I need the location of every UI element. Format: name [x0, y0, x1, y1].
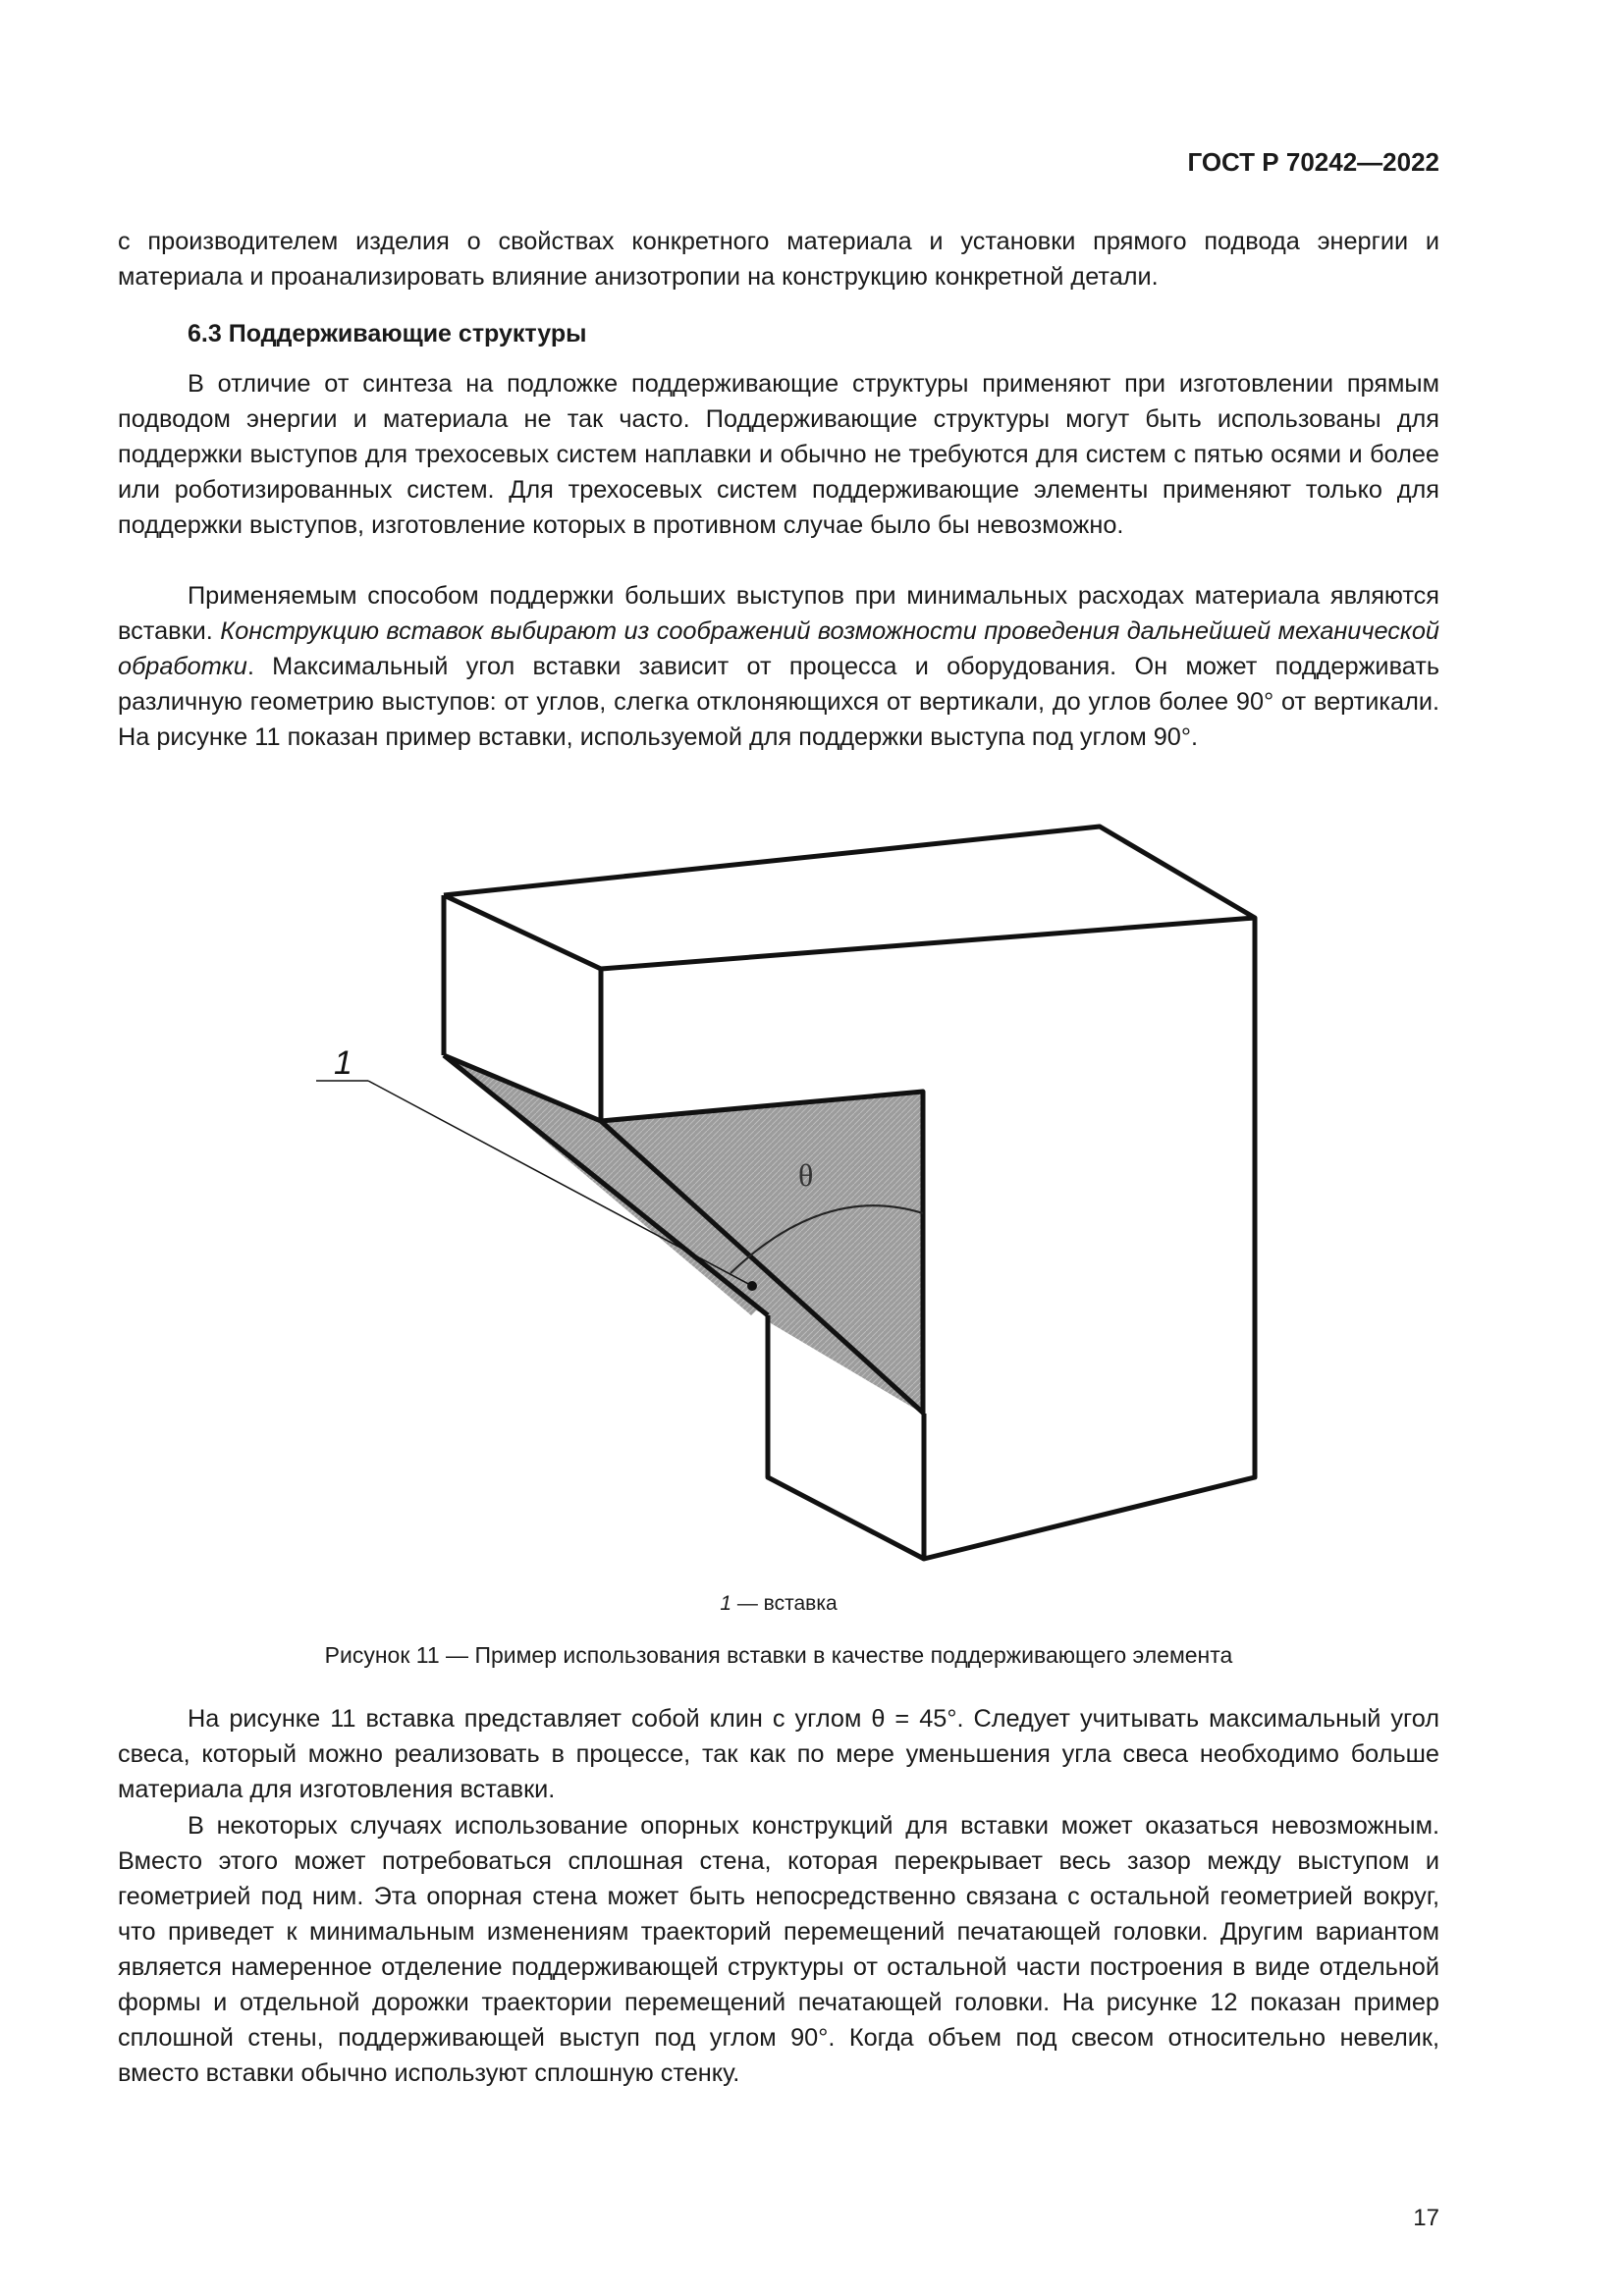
paragraph-inserts	[118, 578, 1439, 755]
legend-number: 1	[720, 1592, 732, 1615]
angle-theta-label: θ	[798, 1157, 814, 1193]
figure-11-drawing	[295, 805, 1276, 1590]
paragraph-solid-wall: В некоторых случаях использование опорных конструкций для вставки может оказаться невозможным. Вместо этого может потребоваться сплошная стена, которая перекрывает весь зазор между выступом и геометрией под ним. Эта опорная стена может быть непосредственно связана с остальной геометрией вокруг, что приведет к минимальным изменениям траекторий перемещений печатающей головки. Другим вариантом является намеренное отделение поддерживающей структуры от остальной части построения в виде отдельной формы и отдельной дорожки траектории перемещений печатающей головки. На рисунке 12 показан пример сплошной стены, поддерживающей выступ под углом 90°. Когда объем под свесом относительно невелик, вместо вставки обычно используют сплошную стенку.	[118, 1812, 1439, 2087]
page-number: 17	[1413, 2205, 1439, 2231]
paragraph-wedge-angle: На рисунке 11 вставка представляет собой клин с углом θ = 45°. Следует учитывать максимальный угол свеса, который можно реализовать в процессе, так как по мере уменьшения угла свеса необходимо больше материала для изготовления вставки.	[118, 1705, 1439, 1803]
section-title: Поддерживающие структуры	[228, 320, 587, 347]
standard-designation: ГОСТ Р 70242—2022	[1187, 147, 1439, 177]
legend-text: — вставка	[731, 1592, 838, 1615]
figure-caption: Рисунок 11 — Пример использования вставки в качестве поддерживающего элемента	[324, 1642, 1233, 1668]
paragraph-support-usage: В отличие от синтеза на подложке поддерживающие структуры применяют при изготовлении прямым подводом энергии и материала не так часто. Поддерживающие структуры могут быть использованы для поддержки выступов для трехосевых систем наплавки и обычно не требуются для систем с пятью осями и более или роботизированных систем. Для трехосевых систем поддерживающие элементы применяют только для поддержки выступов, изготовление которых в противном случае было бы невозможно.	[118, 370, 1439, 539]
callout-dot	[747, 1281, 757, 1291]
figure-legend	[118, 1592, 1439, 1616]
page-header	[118, 147, 1439, 187]
section-number: 6.3	[188, 320, 222, 347]
paragraph-inserts-part-b: . Максимальный угол вставки зависит от процесса и оборудования. Он может поддерживать различную геометрию выступов: от углов, слегка отклоняющихся от вертикали, до углов более 90° от вертикали. На рисунке 11 показан пример вставки, используемой для поддержки выступа под углом 90°.	[118, 653, 1439, 751]
paragraph-continuation: с производителем изделия о свойствах конкретного материала и установки прямого подвода энергии и материала и проанализировать влияние анизотропии на конструкцию конкретной детали.	[118, 228, 1439, 291]
paragraph-inserts-italic: Конструкцию вставок выбирают из соображений возможности проведения дальнейшей механической обработки	[118, 617, 1439, 680]
callout-label-1: 1	[334, 1044, 352, 1082]
insert-wedge	[444, 1055, 923, 1414]
figure-11	[295, 805, 1276, 1590]
section-heading	[188, 320, 586, 348]
paragraph-inserts-part-a: Применяемым способом поддержки больших выступов при минимальных расходах материала являются вставки.	[118, 582, 1439, 645]
